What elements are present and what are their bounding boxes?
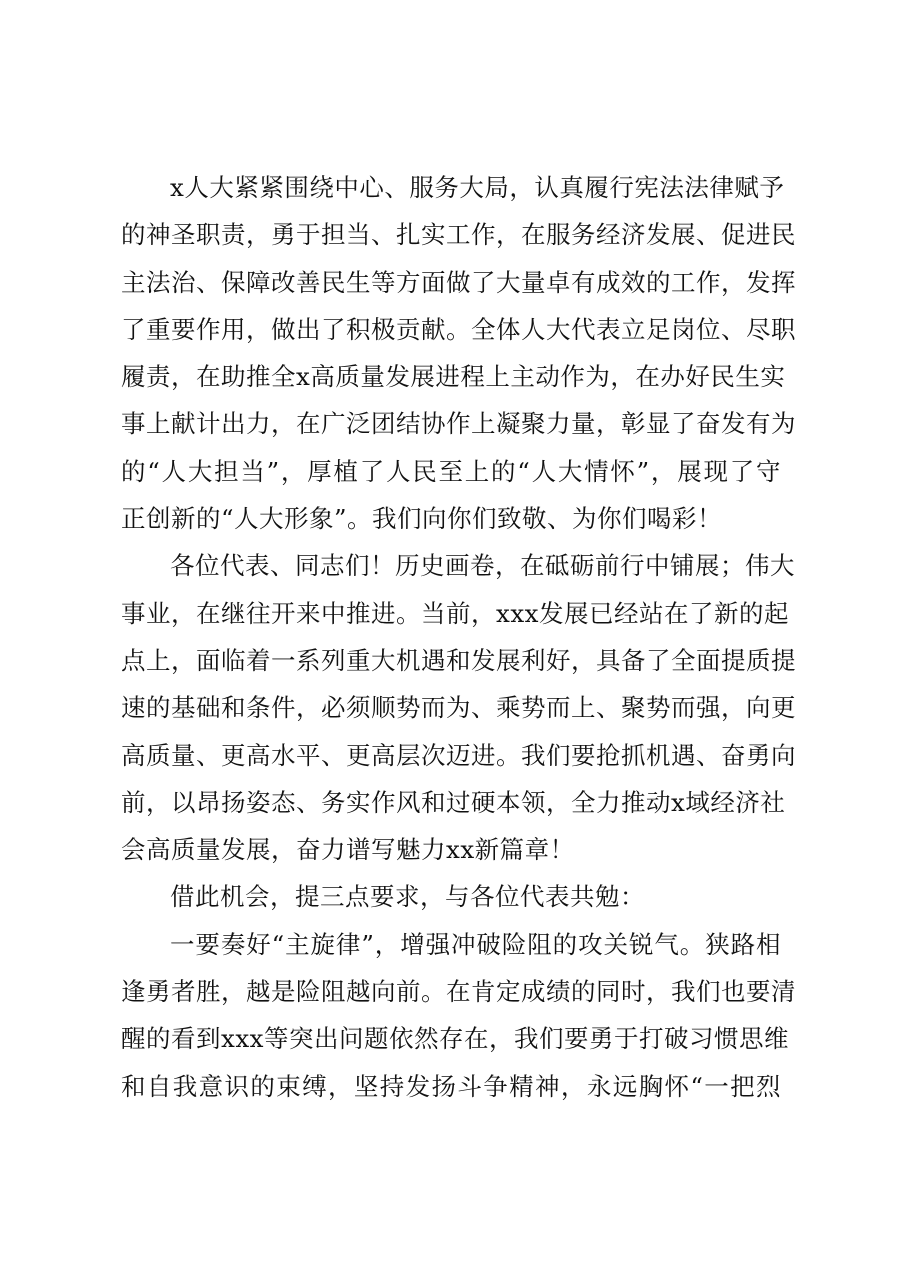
document-body bbox=[121, 164, 796, 1110]
text-line: 速的基础和条件，必须顺势而为、乘势而上、聚势而强，向更 bbox=[121, 693, 796, 723]
text-line: 了重要作用，做出了积极贡献。全体人大代表立足岗位、尽职 bbox=[121, 314, 796, 344]
paragraph-3 bbox=[121, 873, 781, 920]
text-line: 的神圣职责，勇于担当、扎实工作，在服务经济发展、促进民 bbox=[121, 220, 796, 250]
text-line: 醒的看到xxx等突出问题依然存在，我们要勇于打破习惯思维 bbox=[121, 1024, 789, 1054]
text-line: 事上献计出力，在广泛团结协作上凝聚力量，彰显了奋发有为 bbox=[121, 409, 796, 439]
text-line: 借此机会，提三点要求，与各位代表共勉： bbox=[170, 882, 645, 912]
text-line: 主法治、保障改善民生等方面做了大量卓有成效的工作，发挥 bbox=[121, 267, 796, 297]
text-line: 事业，在继往开来中推进。当前，xxx发展已经站在了新的起 bbox=[121, 598, 789, 628]
text-line: 的“人大担当”，厚植了人民至上的“人大情怀”，展现了守 bbox=[121, 456, 781, 486]
text-line: 高质量、更高水平、更高层次迈进。我们要抢抓机遇、奋勇向 bbox=[121, 740, 796, 770]
paragraph-2 bbox=[121, 542, 796, 873]
text-line: 点上，面临着一系列重大机遇和发展利好，具备了全面提质提 bbox=[121, 645, 796, 675]
paragraph-4 bbox=[121, 921, 796, 1110]
text-line: 会高质量发展，奋力谱写魅力xx新篇章！ bbox=[121, 835, 575, 865]
text-line: 履责，在助推全x高质量发展进程上主动作为，在办好民生实 bbox=[121, 362, 786, 392]
text-line: 一要奏好“主旋律”，增强冲破险阻的攻关锐气。狭路相 bbox=[170, 929, 781, 959]
text-line: 和自我意识的束缚，坚持发扬斗争精神，永远胸怀“一把烈 bbox=[121, 1071, 781, 1101]
text-line: 各位代表、同志们！历史画卷，在砥砺前行中铺展；伟大 bbox=[170, 551, 795, 581]
paragraph-1 bbox=[121, 164, 796, 542]
text-line: 正创新的“人大形象”。我们向你们致敬、为你们喝彩！ bbox=[121, 504, 723, 534]
text-line: 前，以昂扬姿态、务实作风和过硬本领，全力推动x域经济社 bbox=[121, 787, 786, 817]
text-line: x人大紧紧围绕中心、服务大局，认真履行宪法法律赋予 bbox=[170, 173, 785, 202]
text-line: 逢勇者胜，越是险阻越向前。在肯定成绩的同时，我们也要清 bbox=[121, 977, 796, 1007]
